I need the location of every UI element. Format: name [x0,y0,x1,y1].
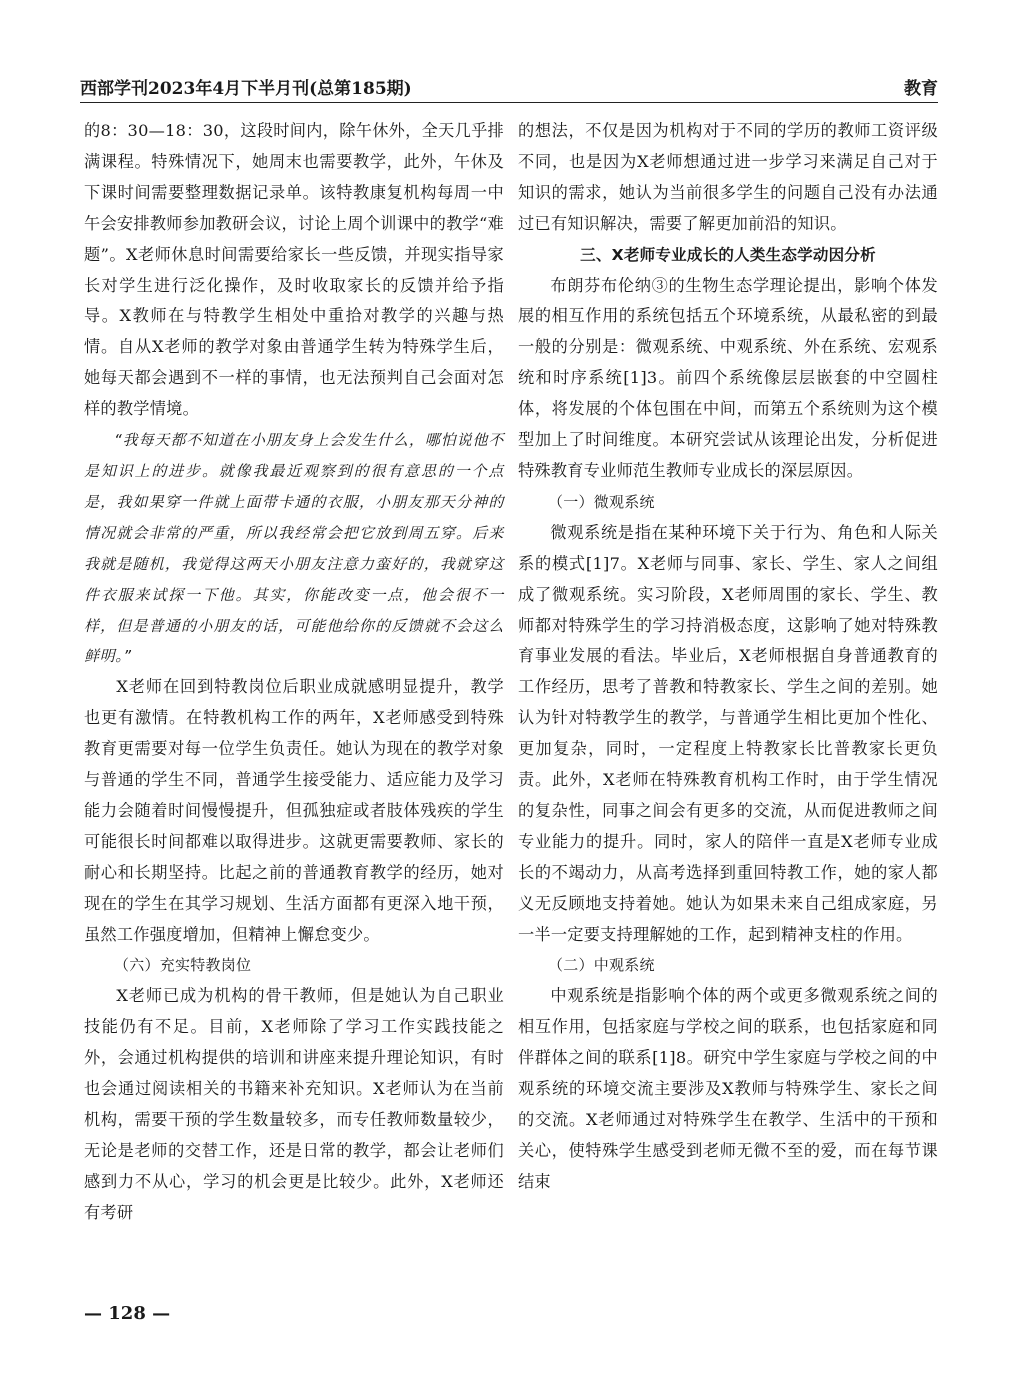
paragraph: 微观系统是指在某种环境下关于行为、角色和人际关系的模式[1]7。X老师与同事、家长、学生、家人之间组成了微观系统。实习阶段，X老师周围的家长、学生、教师都对特殊学生的学习持消极态度，这影响了她对特殊教育事业发展的看法。毕业后，X老师根据自身普通教育的工作经历，思考了普教和特教家长、学生之间的差别。她认为针对特教学生的教学，与普通学生相比更加个性化、更加复杂，同时，一定程度上特教家长比普教家长更负责。此外，X老师在特殊教育机构工作时，由于学生情况的复杂性，同事之间会有更多的交流，从而促进教师之间专业能力的提升。同时，家人的陪伴一直是X老师专业成长的不竭动力，从高考选择到重回特教工作，她的家人都义无反顾地支持着她。她认为如果未来自己组成家庭，另一半一定要支持理解她的工作，起到精神支柱的作用。 [518,522,938,944]
paragraph: 的8：30—18：30，这段时间内，除午休外，全天几乎排满课程。特殊情况下，她周末也需要教学，此外，午休及下课时间需要整理数据记录单。该特教康复机构每周一中午会安排教师参加教研会议，讨论上周个训课中的教学“难题”。X老师休息时间需要给家长一些反馈，并现实指导家长对学生进行泛化操作，及时收取家长的反馈并给予指导。X教师在与特教学生相处中重拾对教学的兴趣与热情。自从X老师的教学对象由普通学生转为特殊学生后，她每天都会遇到不一样的事情，也无法预判自己会面对怎样的教学情境。 [84,121,504,419]
subsection-heading: （二）中观系统 [548,956,655,975]
running-header [80,74,938,100]
paragraph: X老师在回到特教岗位后职业成就感明显提升，教学也更有激情。在特教机构工作的两年，X老师感受到特殊教育更需要对每一位学生负责任。她认为现在的教学对象与普通的学生不同，普通学生接受能力、适应能力及学习能力会随着时间慢慢提升，但孤独症或者肢体残疾的学生可能很长时间都难以取得进步。这就更需要教师、家长的耐心和长期坚持。比起之前的普通教育教学的经历，她对现在的学生在其学习规划、生活方面都有更深入地干预，虽然工作强度增加，但精神上懈怠变少。 [84,677,504,944]
left-column [84,116,504,1229]
header-rule [80,102,938,103]
subsection-heading: （一）微观系统 [548,492,655,511]
paragraph: 的想法，不仅是因为机构对于不同的学历的教师工资评级不同，也是因为X老师想通过进一步学习来满足自己对于知识的需求，她认为当前很多学生的问题自己没有办法通过已有知识解决，需要了解更加前沿的知识。 [518,121,938,233]
journal-issue-line: 西部学刊2023年4月下半月刊(总第185期) [80,79,412,99]
section-heading: 三、X老师专业成长的人类生态学动因分析 [580,245,876,264]
right-column [518,116,938,1198]
section-label: 教育 [904,79,938,99]
paragraph: 布朗芬布伦纳③的生物生态学理论提出，影响个体发展的相互作用的系统包括五个环境系统，从最私密的到最一般的分别是：微观系统、中观系统、外在系统、宏观系统和时序系统[1]3。前四个系统像层层嵌套的中空圆柱体，将发展的个体包围在中间，而第五个系统则为这个模型加上了时间维度。本研究尝试从该理论出发，分析促进特殊教育专业师范生教师专业成长的深层原因。 [518,275,938,480]
paragraph: X老师已成为机构的骨干教师，但是她认为自己职业技能仍有不足。目前，X老师除了学习工作实践技能之外，会通过机构提供的培训和讲座来提升理论知识，有时也会通过阅读相关的书籍来补充知识。X老师认为在当前机构，需要干预的学生数量较多，而专任教师数量较少，无论是老师的交替工作，还是日常的教学，都会让老师们感到力不从心，学习的机会更是比较少。此外，X老师还有考研 [84,986,504,1222]
subsection-heading: （六）充实特教岗位 [114,956,252,975]
interview-quote: “我每天都不知道在小朋友身上会发生什么，哪怕说他不是知识上的进步。就像我最近观察到的很有意思的一个点是，我如果穿一件就上面带卡通的衣服，小朋友那天分神的情况就会非常的严重，所以我经常会把它放到周五穿。后来我就是随机，我觉得这两天小朋友注意力蛮好的，我就穿这件衣服来试探一下他。其实，你能改变一点，他会很不一样，但是普通的小朋友的话，可能他给你的反馈就不会这么鲜明。” [84,431,504,666]
page-number: — 128 — [84,1303,171,1324]
paragraph: 中观系统是指影响个体的两个或更多微观系统之间的相互作用，包括家庭与学校之间的联系，也包括家庭和同伴群体之间的联系[1]8。研究中学生家庭与学校之间的中观系统的环境交流主要涉及X教师与特殊学生、家长之间的交流。X老师通过对特殊学生在教学、生活中的干预和关心，使特殊学生感受到老师无微不至的爱，而在每节课结束 [518,986,938,1191]
